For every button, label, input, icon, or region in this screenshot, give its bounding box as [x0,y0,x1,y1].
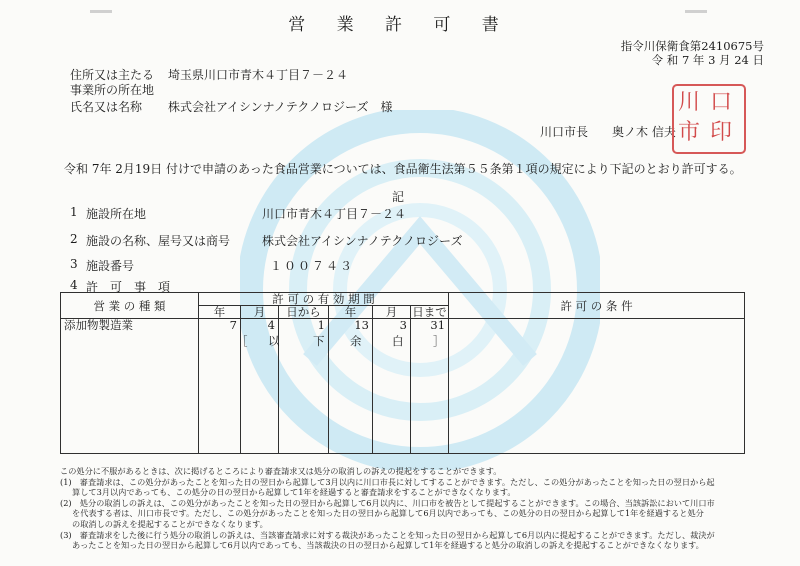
item-1-number: 1 [70,205,78,219]
address-value: 埼玉県川口市青木４丁目７－２４ [168,68,349,82]
appeal-notes [60,466,750,551]
header-conditions: 許 可 の 条 件 [449,293,745,319]
to-year-cell: 13 [329,319,373,454]
to-month-cell: 3 [373,319,411,454]
header-valid-period: 許 可 の 有 効 期 間 [199,293,449,306]
issuer-name: 奥ノ木 信夫 [612,125,676,139]
item-2-number: 2 [70,232,78,246]
note-line: を代表する者は、川口市長です。ただし、この処分があったことを知った日の翌日から起算して6月以内であっても、この処分の日の翌日から起算して1年を経過すると処分 [72,508,704,519]
from-year-cell: 7 [199,319,241,454]
header-to-day: 日まで [412,305,447,319]
permit-statement: 令和 7年 2月19日 付けで申請のあった食品営業については、食品衛生法第５５条第１項の規定により下記のとおり許可する。 [64,162,742,176]
item-3-number: 3 [70,257,78,271]
note-line: (2) 処分の取消しの訴えは、この処分があったことを知った日の翌日から起算して6月以内に、川口市を被告として提起することができます。この場合、当該訴訟において川口市 [60,497,715,508]
official-seal: 川 口 市 印 [672,84,746,154]
item-2-label: 施設の名称、屋号又は商号 [86,234,231,248]
to-day-cell: 31 [411,319,449,454]
note-line: (3) 審査請求をした後に行う処分の取消しの訴えは、当該審査請求に対する裁決があったことを知った日の翌日から起算して6月以内に提起することができます。ただし、裁決が [60,529,715,540]
header-from-day: 日から [279,306,329,319]
address-label-2: 事業所の所在地 [70,83,155,97]
blank-mark-1: 以 [268,334,280,348]
note-line: の取消しの訴えを提起することができなくなります。 [72,518,268,529]
blank-mark-4: 白 [392,334,404,348]
header-from-year: 年 [199,306,241,319]
header-business-type: 営 業 の 種 類 [61,293,199,319]
from-month-cell: 4 [241,319,279,454]
blank-mark-2: 下 [313,334,325,348]
issue-date: 令 和 7 年 3 月 24 日 [651,53,764,67]
business-type-cell: 添加物製造業 [61,319,199,454]
item-3-value: １００７４３ [270,259,355,273]
issuer-title: 川口市長 [540,125,589,139]
header-from-month: 月 [241,306,279,319]
ki-heading: 記 [392,190,405,204]
name-value: 株式会社アイシンナノテクノロジーズ 様 [168,100,393,114]
document-title: 営 業 許 可 書 [288,15,512,35]
blank-mark-open: ［ [236,334,248,348]
document-number: 指令川保衛食第2410675号 [620,39,764,53]
item-3-label: 施設番号 [86,259,135,273]
item-2-value: 株式会社アイシンナノテクノロジーズ [262,234,463,248]
item-4-number: 4 [70,278,78,292]
item-4-label: 許 可 事 項 [86,280,171,294]
note-line: この処分に不服があるときは、次に掲げるところにより審査請求又は処分の取消しの訴えの提起をすることができます。 [60,466,502,476]
header-to-month: 月 [373,306,411,319]
note-line: あったことを知った日の翌日から起算して6月以内であっても、当該裁決の日の翌日から起算して1年を経過すると処分の取消しの訴えを提起することができなくなります。 [72,540,704,551]
conditions-cell [449,319,745,454]
note-line: 算して3月以内であっても、この処分の日の翌日から起算して1年を経過すると審査請求をすることができなくなります。 [72,487,516,498]
item-1-label: 施設所在地 [86,207,147,221]
note-line: (1) 審査請求は、この処分があったことを知った日の翌日から起算して3月以内に川口市長に対してすることができます。ただし、この処分があったことを知った日の翌日から起 [60,476,715,487]
blank-mark-3: 余 [350,334,362,348]
item-1-value: 川口市青木４丁目７－２４ [262,207,407,221]
name-label: 氏名又は名称 [70,100,143,114]
permit-table [60,292,745,454]
header-to-year: 年 [329,306,373,319]
blank-mark-close: ］ [433,334,445,348]
address-label: 住所又は主たる [70,68,155,82]
from-day-cell: 1 [279,319,329,454]
